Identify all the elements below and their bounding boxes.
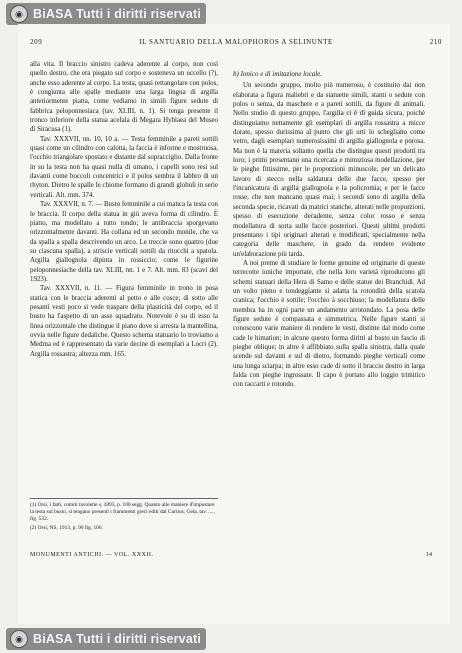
paragraph: Tav. XXXVII, n. 7. — Busto femminile a cui manca la testa con le braccia. Il corpo della statua in giù aveva forma di cilindro. È piatto, ma modellato a tutto tondo; le antibraccia sporgevano orizzontalmente davanti. Ha collana ed un secondo monile, che va da spalla a spalla descrivendo un arco. Le treccie sono quattro (due su ciascuna spalla), a striscie verticali sottili da ritocchi a spatola. Argilla giallognola dipinta in rossiccio; come le figurine peloponnesiache della tav. XLIII, nn. 1 e 7. Alt. mm. 83 (scavi del 1923). [30, 201, 218, 283]
right-column [233, 60, 425, 390]
paragraph: Tav. XXXVII, nn. 10, 10 a. — Testa femminile a pareti sottili quasi come un cilindro con calotta, la faccia è informe e mostruosa, l'occhio triangolare spostato e distante dal sopracciglio. Dalla fronte in su la testa non ha quasi nulla di umano, i capelli sono resi sul davanti come boccoli concentrici e il polos sembra il labbro di un rhyton. Dietro le spalle le chiome formano di grandi globuli in serie verticali. Alt. mm. 374. [30, 135, 218, 199]
page-number-right: 210 [429, 38, 442, 46]
banner-text: BiASA Tutti i diritti riservati [33, 7, 202, 21]
footnote: (2) Orsi, NS, 1913, p. 90 fig. 106. [30, 525, 103, 531]
paragraph: Un secondo gruppo, molto più numeroso, è costituito dai non elaborata a figura maliebri e da statuette simili, stanti o sedute con polos o senza, da maschere e a pareti sottili, da figure di animali. Nello studio di questo gruppo, l'argilla ci è di guida sicura, poichè distinguiamo nettamente gli esemplari di argilla rossastra a micce dorate, spesso durissima al punto che gli urti lo schegliano come vetro, dagli esemplari numerosissimi di argilla giallognola e porosa. Ma non è la materia soltanto quella che distingue questi prodotti tra loro; i primi presentano una ricercata e minuziosa modellazione, per le pieghe fittissime, per le proporzioni minuscole, per un delicato lavoro di stecco nella saldatura delle due facce, spesso per l'incanicatura di argilla giallognola e la policromia; e per le facce rosse, che non mancano quasi mai; i secondi sono di argilla della seconda specie, ricavati da matrici stanche, alterati nelle proporzioni, spesso di esecuzione decadente, senza color rosso e senza modellatura di sorta sulle facce posteriori. Questi ultimi prodotti presentano i tipi originari alterati e modificati, specialmente nella categoria delle maschere, in grado da rendere evidente un'elaborazione più tarda. [233, 82, 425, 258]
footnotes [30, 498, 218, 534]
library-logo-icon: ◉ [10, 5, 28, 23]
signature-number: 14 [426, 552, 432, 558]
paragraph: Tav. XXXVII, n. 11. — Figura femminile in trono in posa statica con le braccia aderenti al petto e alle cosce; di sotto alle pesanti vesti poco si vede traspare della plasticità del corpo, ed il busto ha l'aspetto di un asse squadrato. Notevole è su di esso la linea orizzontale che distingue il piano dove si arresta la mantellina, ovvia nelle figure dedaliche. Questo schema statuario lo troviamo a Medma ed è rappresentato da varie decine di esemplari a Locri (2). Argilla rossastra; altezza mm. 165. [30, 285, 218, 358]
paragraph: alla vita. Il braccio sinistro cadeva aderente al corpo, non così quello destro, che era piegato sul corpo e sosteneva un uccello (?), anche esso aderente al corpo. La testa, quasi rettangolare con polos, è congiunta alle spalle mediante una larga lingua di argilla anteriormente piatta, come vediamo in simili figure sedute di fabbrica peloponnesiaca (tav. XLIII, n. 1). Si tenga presente il tronco inferiore della statua acefala di Megara Hyblaea del Museo di Siracusa (1). [30, 61, 218, 134]
paragraph: A noi preme di studiare le forme genuine ed originarie di queste terrecotte ioniche importate, che nella loro varietà riproducono gli schemi statuari della Hera di Samo e delle statue dei Branchidi. Ad un volto pieno e tondeggiante si adatta la rotondità della scatola cranica; l'occhio è sottile; l'occhio à socchiuso; la modellatura delle membra ha in ogni parte un andamento arrotondato. La posa delle figure sedute è compassata e simmetrica. Nelle figure stanti si conoscono varie maniere di rendere le vesti, distinte dal modo come cade le himation; in alcune questo forma diritti al busto un fascio di pieghe oblique; in altre è affibbiato sulla spalla sinistra, dalla quale scende sul davanti e sul di dietro, formando pieghe verticali come una lunga sciarpa; in altre esso cade di sotto il braccio destro in larga falda con pieghe ingrossate. Il capo è portato allo loggio trimitico con raccarti e rotondo. [233, 259, 425, 389]
section-heading: b) Ionico e di imitazione locale. [233, 70, 323, 78]
left-column [30, 60, 218, 359]
publication-title: MONUMENTI ANTICHI. — VOL. XXXII. [30, 552, 154, 558]
page-footer [30, 552, 442, 562]
banner-text: BiASA Tutti i diritti riservati [33, 632, 202, 646]
library-logo-icon: ◉ [10, 630, 28, 648]
running-title: IL SANTUARIO DELLA MALOPHOROS A SELINUNTE [139, 38, 333, 46]
page-number-left: 209 [30, 38, 43, 46]
footnote: (1) Orsi, i fatti, comiti tavolette s, 1893, p. 100 segg. Quanto alle maniere d'impostare la testa sul busto, si tengano presenti i frammenti greci editi dal Curtius, Gela, tav. ...., fig. 532. [30, 502, 215, 522]
watermark-banner-bottom [6, 628, 206, 650]
watermark-banner-top [6, 3, 206, 25]
running-head [30, 38, 442, 50]
